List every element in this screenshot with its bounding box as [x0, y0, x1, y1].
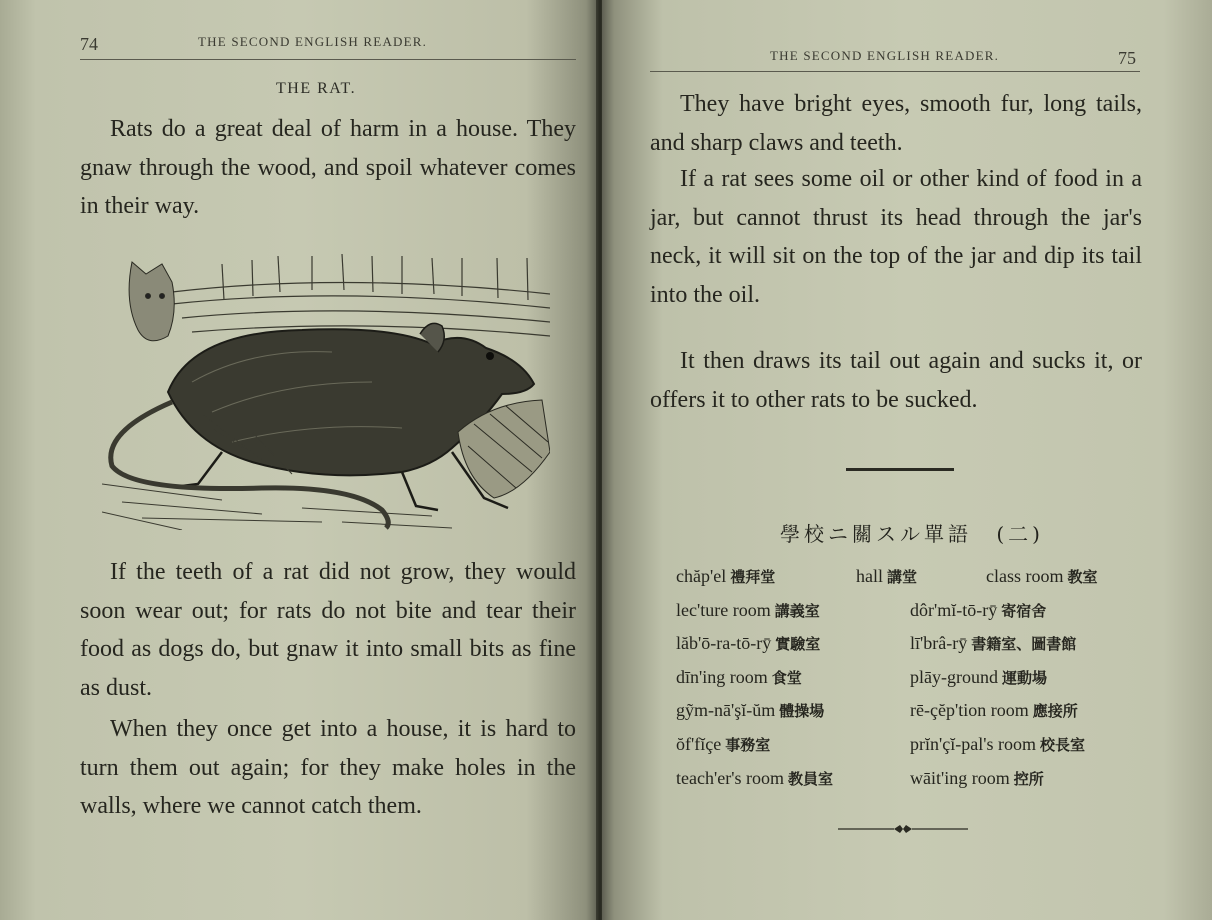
vocab-item: plāy-ground 運動場	[910, 666, 1047, 687]
vocab-item: rē-çĕp'tion room 應接所	[910, 700, 1078, 721]
vocab-item: prĭn'çĭ-pal's room 校長室	[910, 733, 1085, 754]
left-header-rule	[80, 59, 576, 60]
vocab-item: dôr'mĭ-tō-rȳ 寄宿舍	[910, 599, 1047, 620]
rat-illustration	[102, 252, 550, 530]
vocab-item: hall 講堂	[856, 566, 918, 586]
left-page-number: 74	[80, 34, 98, 54]
vocab-heading	[780, 518, 1044, 547]
paragraph-1: Rats do a great deal of harm in a house. They gnaw through the wood, and spoil whatever comes in their way.	[80, 116, 576, 219]
vocab-item: wāit'ing room 控所	[910, 767, 1044, 788]
left-page	[0, 0, 598, 920]
paragraph-6: It then draws its tail out again and sucks it, or offers it to other rats to be sucked.	[650, 348, 1142, 413]
vocab-heading-text: 學校ニ關スル單語	[780, 522, 972, 546]
right-header-rule	[650, 71, 1140, 72]
vocab-item: ŏf'fĭçe 事務室	[676, 733, 771, 754]
vocab-item: lec'ture room 講義室	[676, 599, 820, 620]
vocab-item: gỹm-nā'şĭ-ŭm 體操場	[676, 700, 825, 721]
right-running-head: THE SECOND ENGLISH READER.	[770, 48, 1000, 63]
paragraph-3: When they once get into a house, it is hard to turn them out again; for they make holes in the walls, where we cannot catch them.	[80, 716, 576, 819]
vocab-item: lăb'ō-ra-tō-rȳ 實驗室	[676, 633, 821, 654]
vocab-item: dīn'ing room 食堂	[676, 666, 802, 687]
section-divider	[846, 468, 954, 471]
vocab-item: lī'brâ-rȳ 書籍室、圖書館	[910, 633, 1077, 654]
chapter-title: THE RAT.	[276, 80, 357, 97]
right-page-number: 75	[1118, 48, 1136, 68]
ornament-rule	[838, 824, 968, 834]
vocab-item: class room 教室	[986, 566, 1098, 586]
vocab-heading-number: (二)	[996, 522, 1044, 546]
paragraph-5: If a rat sees some oil or other kind of food in a jar, but cannot thrust its head through the jar's neck, it will sit on the top of the jar and dip its tail into the oil.	[650, 166, 1142, 308]
vocab-item: chăp'el 禮拜堂	[676, 566, 776, 586]
vocab-item: teach'er's room 教員室	[676, 767, 833, 788]
paragraph-2: If the teeth of a rat did not grow, they would soon wear out; for rats do not bite and tear their food as dogs do, but gnaw it into small bits as fine as dust.	[80, 559, 576, 701]
paragraph-4: They have bright eyes, smooth fur, long tails, and sharp claws and teeth.	[650, 91, 1142, 156]
left-running-head: THE SECOND ENGLISH READER.	[198, 34, 428, 49]
